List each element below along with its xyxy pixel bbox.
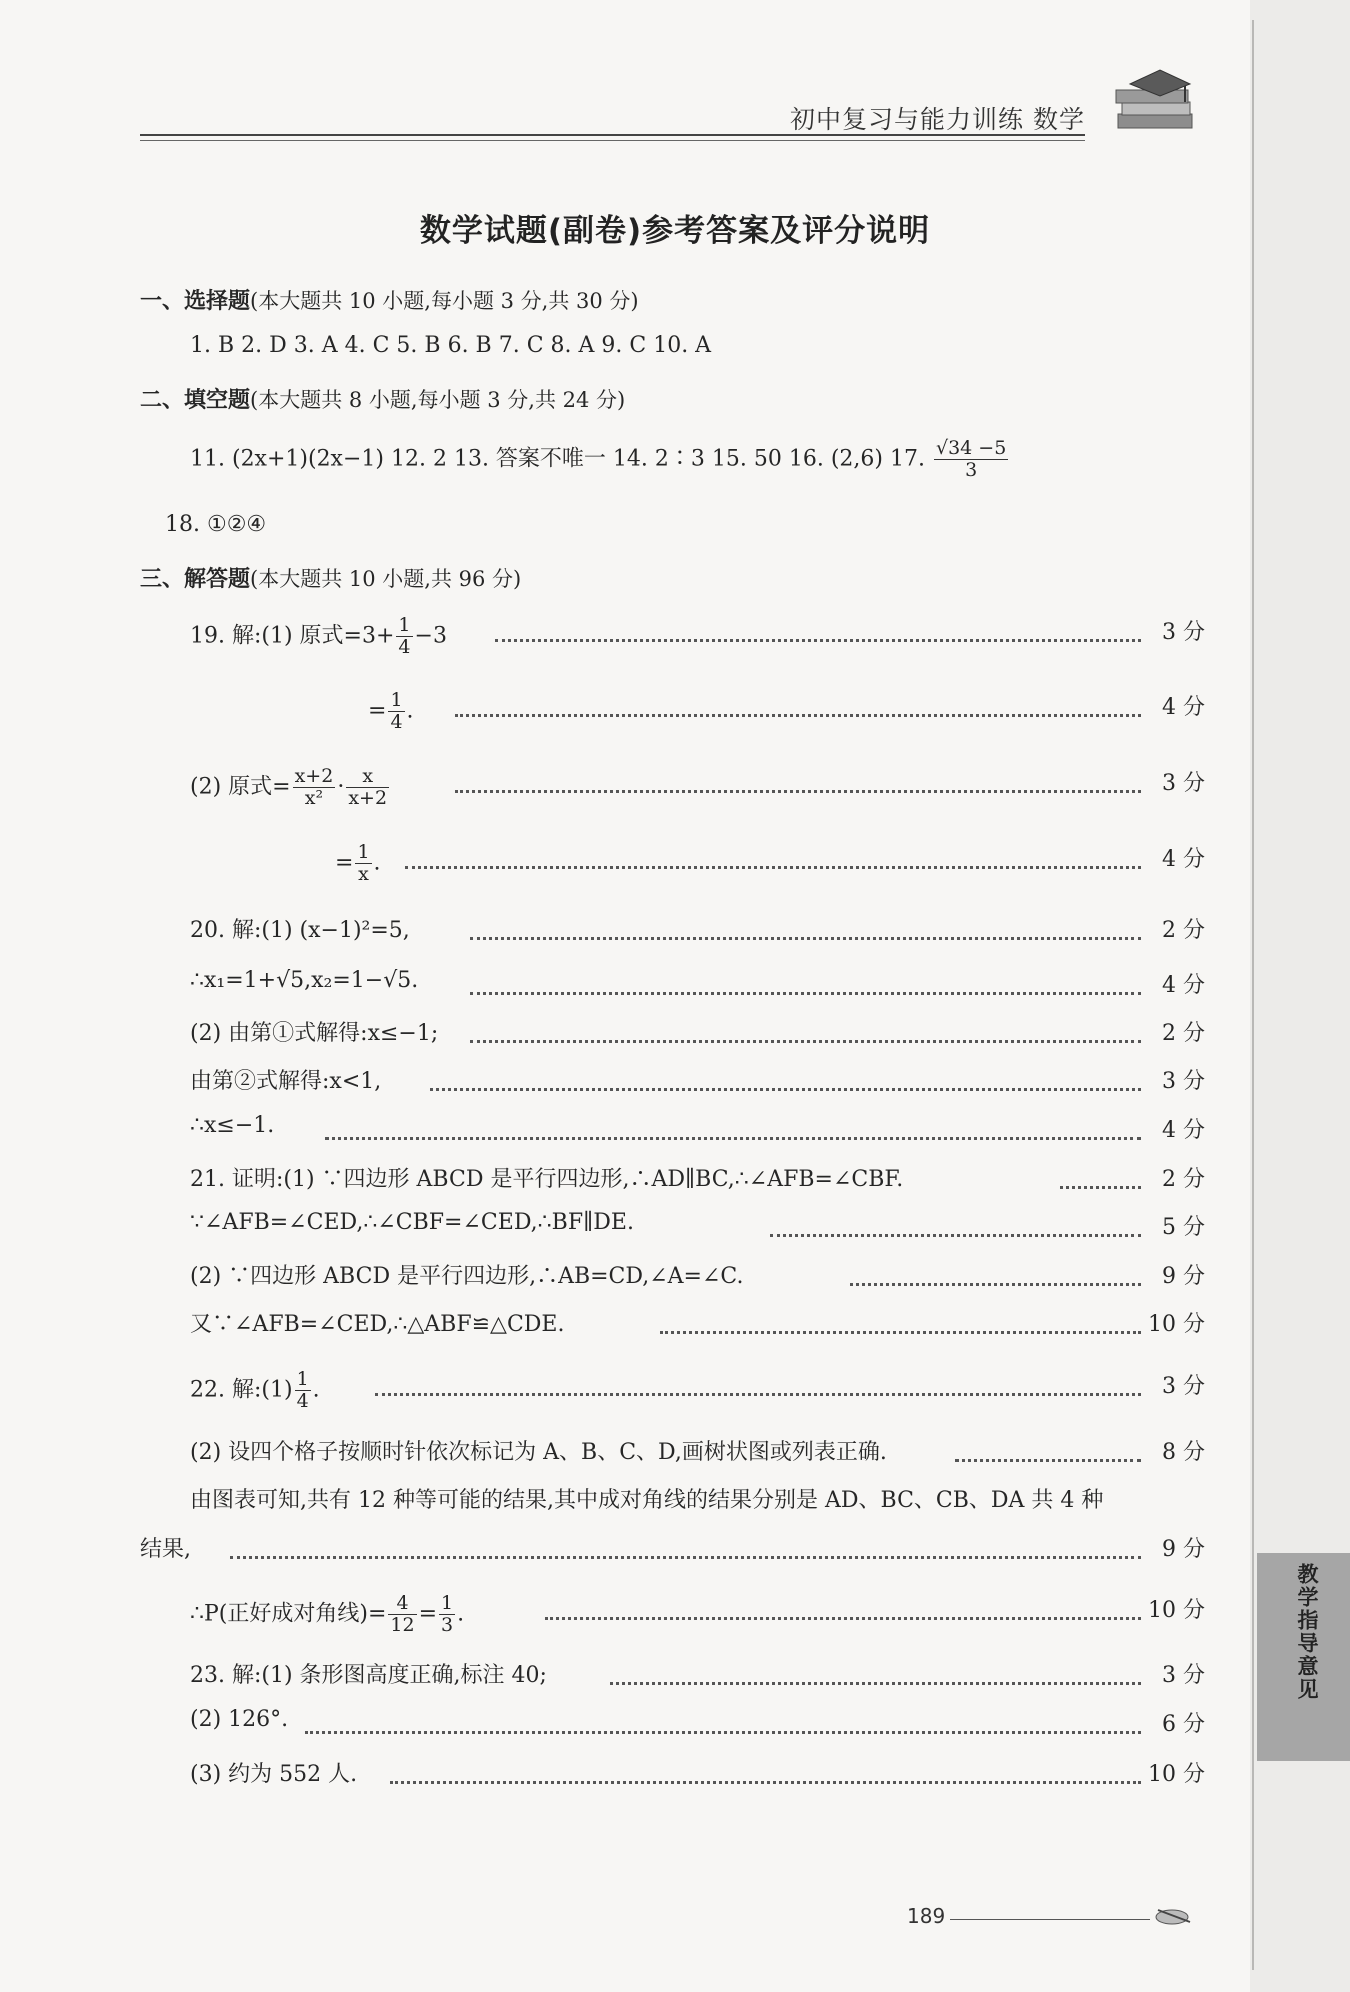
section-3-title: 三、解答题 xyxy=(140,567,251,592)
step-21-1: 21. 证明:(1) ∵四边形 ABCD 是平行四边形,∴AD∥BC,∴∠AFB=∠CBF. 2 分 xyxy=(0,1162,1205,1202)
score: 9 分 xyxy=(1162,1537,1205,1562)
header-rule xyxy=(140,134,1085,136)
score: 10 分 xyxy=(1148,1762,1205,1787)
section-1-note: (本大题共 10 小题,每小题 3 分,共 30 分) xyxy=(250,289,639,313)
section-1-heading xyxy=(140,284,639,315)
step-19-3: (2) 原式= $\frac{x+2}{\text{x²}}$ · $\frac{x}{x+2}$ 3 分 xyxy=(190,765,1205,809)
leader-dots xyxy=(545,1615,1141,1620)
fill-answers-text: 11. (2x+1)(2x−1) 12. 2 13. 答案不唯一 14. 2∶3 15. 50 16. (2,6) 17. xyxy=(190,446,925,472)
score: 3 分 xyxy=(1162,771,1205,796)
step-23-1: 23. 解:(1) 条形图高度正确,标注 40; 3 分 xyxy=(0,1658,1205,1698)
leader-dots xyxy=(470,990,1141,995)
score: 6 分 xyxy=(1162,1712,1205,1737)
score: 8 分 xyxy=(1162,1440,1205,1465)
leader-dots xyxy=(955,1457,1141,1462)
page-title: 数学试题(副卷)参考答案及评分说明 xyxy=(419,213,931,249)
books-logo-icon xyxy=(1110,62,1200,142)
section-1-title: 一、选择题 xyxy=(140,289,251,314)
page-number: 189 xyxy=(907,1904,946,1928)
leader-dots xyxy=(770,1232,1141,1237)
step-19-4: = $\frac{1}{x}$ . 4 分 xyxy=(335,841,1205,885)
step-20-2: ∴x₁=1+√5,x₂=1−√5. 4 分 xyxy=(190,968,1205,998)
score: 4 分 xyxy=(1162,847,1205,872)
score: 2 分 xyxy=(1162,918,1205,943)
q17-denominator: 3 xyxy=(965,458,978,481)
step-21-3: (2) ∵四边形 ABCD 是平行四边形,∴AB=CD,∠A=∠C. 9 分 xyxy=(0,1259,1205,1299)
step-23-3: (3) 约为 552 人. 10 分 xyxy=(0,1757,1205,1797)
score: 3 分 xyxy=(1162,1663,1205,1688)
leader-dots xyxy=(305,1729,1141,1734)
step-19-1: 19. 解:(1) 原式=3+ $\frac{1}{4}$ −3 3 分 xyxy=(190,614,1205,658)
leader-dots xyxy=(470,935,1141,940)
score: 9 分 xyxy=(1162,1264,1205,1289)
score: 4 分 xyxy=(1162,973,1205,998)
footer-rule xyxy=(950,1919,1150,1920)
leader-dots xyxy=(405,864,1141,869)
leader-dots xyxy=(230,1554,1141,1559)
score: 2 分 xyxy=(1162,1021,1205,1046)
header-rule-thin xyxy=(140,140,1085,141)
score: 4 分 xyxy=(1162,1118,1205,1143)
leader-dots xyxy=(390,1779,1141,1784)
leader-dots xyxy=(495,637,1141,642)
step-22-3: 结果, 9 分 xyxy=(0,1532,1205,1572)
leader-dots xyxy=(1060,1184,1141,1189)
section-3-heading xyxy=(140,562,521,593)
step-21-2: ∵∠AFB=∠CED,∴∠CBF=∠CED,∴BF∥DE. 5 分 xyxy=(190,1210,1205,1240)
leader-dots xyxy=(455,788,1141,793)
step-22-4: ∴P(正好成对角线)= $\frac{4}{12}$ = $\frac{1}{3}$ . 10 分 xyxy=(190,1592,1205,1636)
step-23-2: (2) 126°. 6 分 xyxy=(190,1707,1205,1737)
step-20-5: ∴x≤−1. 4 分 xyxy=(190,1113,1205,1143)
section-1-answers: 1. B 2. D 3. A 4. C 5. B 6. B 7. C 8. A 9. C 10. A xyxy=(190,333,712,358)
step-20-3: (2) 由第①式解得:x≤−1; 2 分 xyxy=(0,1016,1205,1056)
score: 2 分 xyxy=(1162,1167,1205,1192)
q17-fraction xyxy=(934,438,1008,481)
leader-dots xyxy=(470,1038,1141,1043)
leader-dots xyxy=(325,1135,1141,1140)
step-21-4: 又∵∠AFB=∠CED,∴△ABF≌△CDE. 10 分 xyxy=(0,1307,1205,1347)
step-22-2: (2) 设四个格子按顺时针依次标记为 A、B、C、D,画树状图或列表正确. 8 分 xyxy=(0,1435,1205,1475)
step-22-text: 由图表可知,共有 12 种等可能的结果,其中成对角线的结果分别是 AD、BC、CB、DA 共 4 种 xyxy=(190,1488,1104,1513)
leader-dots xyxy=(660,1329,1141,1334)
step-20-4: 由第②式解得:x<1, 3 分 xyxy=(0,1064,1205,1104)
fill-answers-line xyxy=(190,438,1010,481)
score: 3 分 xyxy=(1162,1069,1205,1094)
leader-dots xyxy=(455,712,1141,717)
fill-answer-18: 18. ①②④ xyxy=(165,512,267,537)
step-20-1: 20. 解:(1) (x−1)²=5, 2 分 xyxy=(0,913,1205,953)
score: 5 分 xyxy=(1162,1215,1205,1240)
leader-dots xyxy=(610,1680,1141,1685)
leader-dots xyxy=(850,1281,1141,1286)
q17-numerator: √34 −5 xyxy=(935,437,1007,459)
step-19-2: = $\frac{1}{4}$ . 4 分 xyxy=(368,689,1205,733)
page-edge-line xyxy=(1252,20,1254,1970)
section-3-note: (本大题共 10 小题,共 96 分) xyxy=(250,567,522,591)
running-header xyxy=(140,96,1085,136)
score: 10 分 xyxy=(1148,1598,1205,1623)
pen-book-icon xyxy=(1150,1900,1196,1930)
section-2-note: (本大题共 8 小题,每小题 3 分,共 24 分) xyxy=(250,388,626,412)
score: 3 分 xyxy=(1162,620,1205,645)
score: 10 分 xyxy=(1148,1312,1205,1337)
leader-dots xyxy=(430,1086,1141,1091)
book-title: 初中复习与能力训练 数学 xyxy=(790,105,1085,134)
section-2-heading xyxy=(140,383,625,414)
step-22-1: 22. 解:(1) $\frac{1}{4}$ . 3 分 xyxy=(190,1368,1205,1412)
score: 4 分 xyxy=(1162,695,1205,720)
score: 3 分 xyxy=(1162,1374,1205,1399)
leader-dots xyxy=(375,1391,1141,1396)
section-2-title: 二、填空题 xyxy=(140,388,251,413)
side-tab-label: 教学指导意见 xyxy=(1295,1563,1319,1701)
